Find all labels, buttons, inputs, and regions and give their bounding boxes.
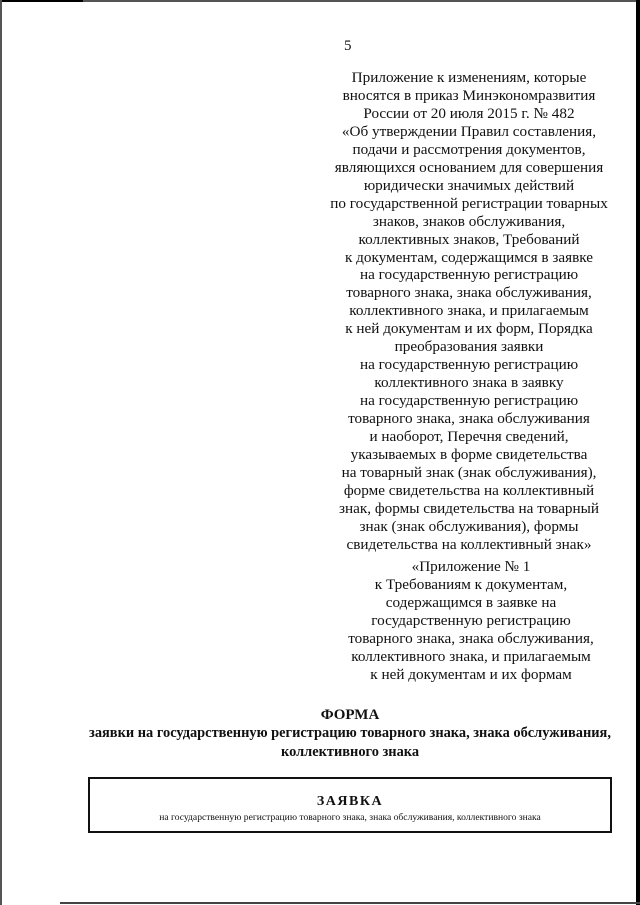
- annex-line: знак (знак обслуживания), формы: [359, 517, 579, 535]
- page-border-bottom: [60, 902, 640, 904]
- annex-line: на государственную регистрацию: [359, 356, 579, 374]
- appendix-line: коллективного знака, и прилагаемым: [351, 648, 591, 665]
- annex-line: указываемых в форме свидетельства: [350, 446, 588, 464]
- application-box: [88, 777, 612, 833]
- form-subtitle-line: коллективного знака: [280, 744, 420, 760]
- page-border-left: [0, 0, 2, 905]
- annex-line: на государственную регистрацию: [359, 392, 579, 410]
- annex-line: знак, формы свидетельства на товарный: [339, 499, 599, 517]
- annex-line: подачи и рассмотрения документов,: [352, 140, 586, 158]
- annex-line: являющихся основанием для совершения: [334, 158, 604, 176]
- annex-line: на государственную регистрацию: [359, 266, 579, 284]
- appendix-line: товарного знака, знака обслуживания,: [348, 630, 594, 647]
- appendix-line: государственную регистрацию: [371, 612, 571, 629]
- page-border-top: [0, 0, 640, 2]
- annex-line: преобразования заявки: [394, 338, 544, 356]
- annex-header: [318, 69, 620, 554]
- annex-line: по государственной регистрации товарных: [330, 194, 608, 212]
- annex-line: коллективного знака в заявку: [374, 374, 564, 392]
- annex-line: Приложение к изменениям, которые: [351, 69, 587, 86]
- annex-line: вносятся в приказ Минэкономразвития: [342, 86, 596, 104]
- annex-line: товарного знака, знака обслуживания: [348, 410, 590, 428]
- annex-line: коллективных знаков, Требований: [358, 230, 580, 248]
- form-subtitle-line: заявки на государственную регистрацию товарного знака, знака обслуживания,: [89, 725, 611, 741]
- annex-line: на товарный знак (знак обслуживания),: [341, 463, 597, 481]
- annex-line: юридически значимых действий: [363, 176, 575, 194]
- annex-line: России от 20 июля 2015 г. № 482: [363, 104, 575, 122]
- application-subtitle: на государственную регистрацию товарного знака, знака обслуживания, коллективного знака: [159, 812, 541, 823]
- annex-line: знаков, знаков обслуживания,: [372, 212, 566, 230]
- appendix-line: к Требованиям к документам,: [374, 576, 568, 593]
- appendix-header: [340, 558, 602, 684]
- page-border-top-accent: [0, 0, 83, 2]
- application-title: ЗАЯВКА: [316, 794, 384, 809]
- annex-line: свидетельства на коллективный знак»: [346, 535, 592, 553]
- annex-line: к документам, содержащимся в заявке: [344, 248, 594, 266]
- annex-line: «Об утверждении Правил составления,: [341, 122, 597, 140]
- annex-line: к ней документам и их форм, Порядка: [345, 320, 593, 338]
- annex-line: товарного знака, знака обслуживания,: [346, 284, 592, 302]
- page-border-right: [636, 0, 640, 905]
- annex-line: и наоборот, Перечня сведений,: [369, 428, 569, 446]
- annex-line: коллективного знака, и прилагаемым: [349, 302, 589, 320]
- annex-line: форме свидетельства на коллективный: [343, 481, 595, 499]
- page-number: 5: [344, 38, 352, 54]
- appendix-line: содержащимся в заявке на: [385, 594, 557, 611]
- form-title: ФОРМА: [320, 707, 380, 723]
- appendix-line: «Приложение № 1: [411, 558, 531, 575]
- appendix-line: к ней документам и их формам: [370, 666, 572, 683]
- form-subtitle: [60, 724, 640, 762]
